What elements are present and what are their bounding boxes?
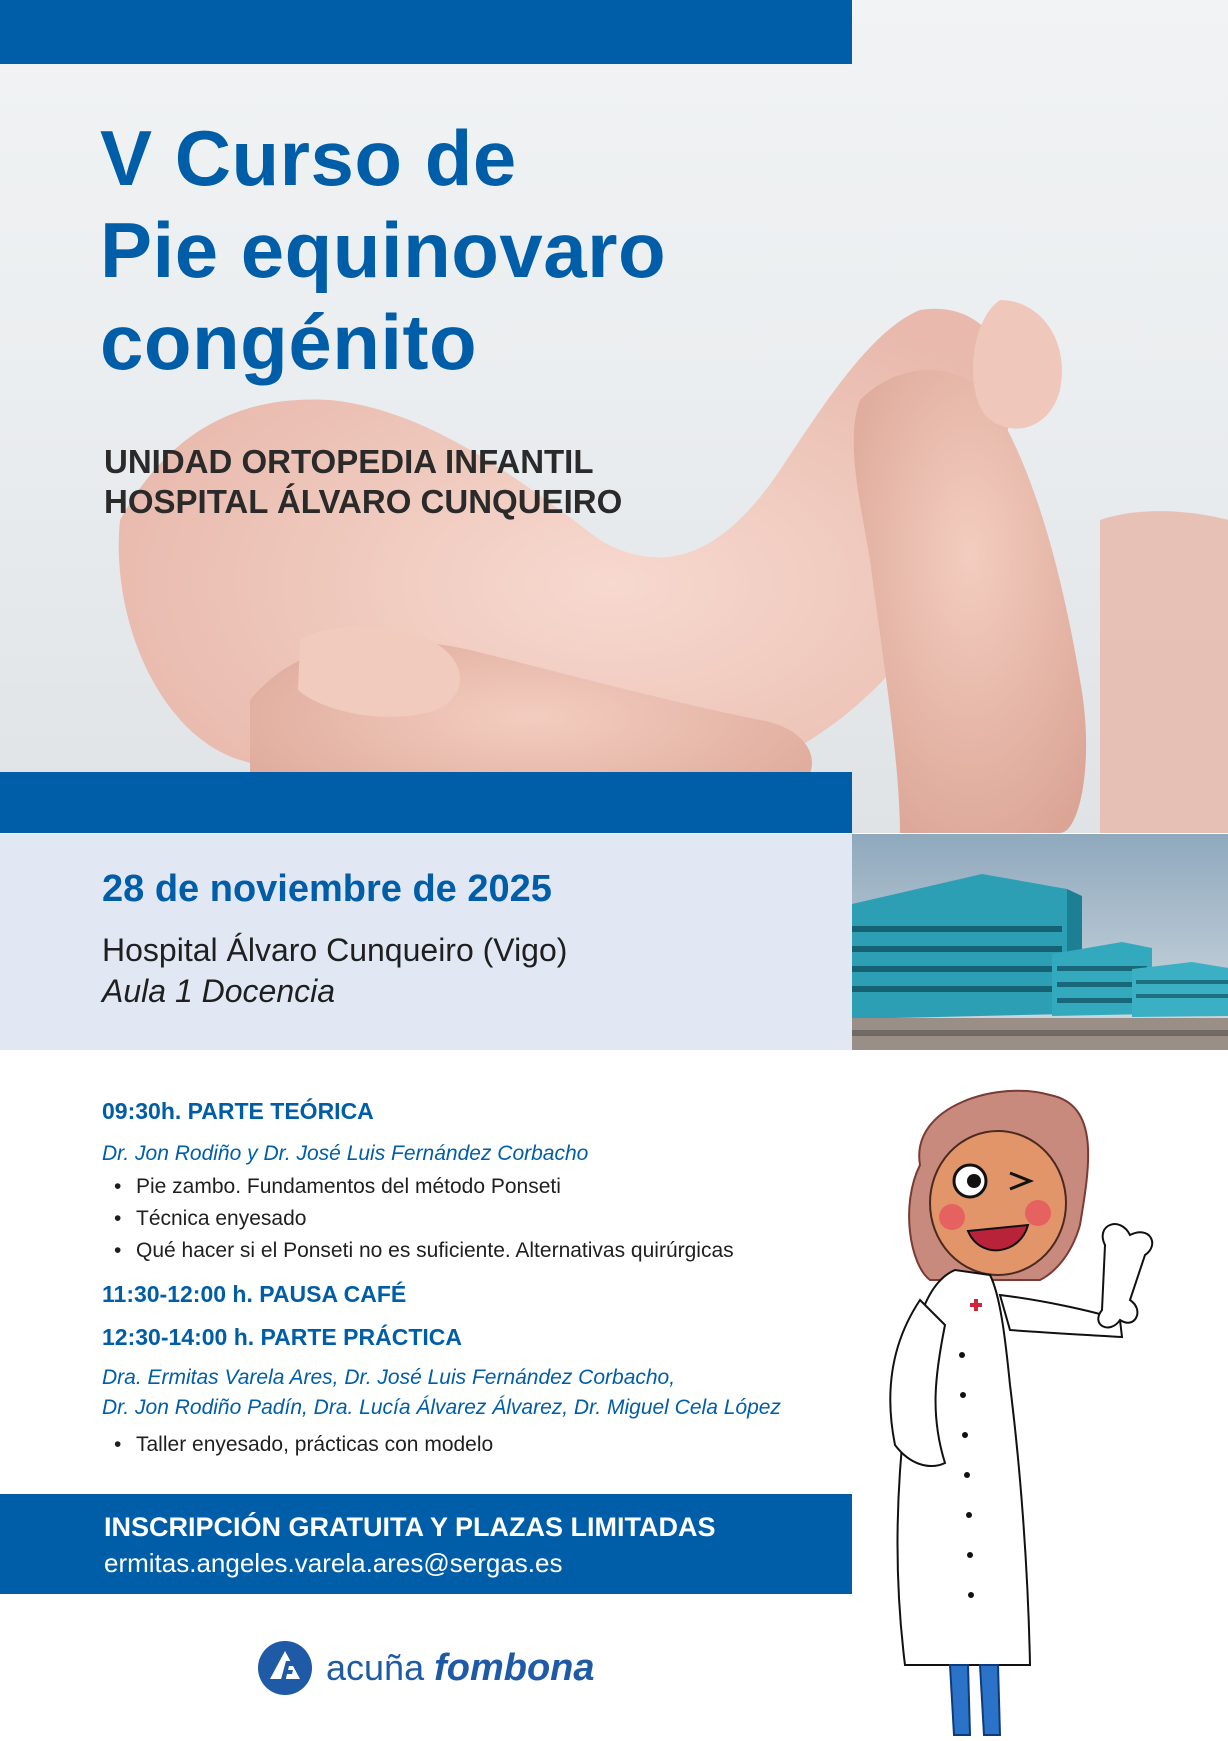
registration-title: INSCRIPCIÓN GRATUITA Y PLAZAS LIMITADAS xyxy=(104,1512,716,1542)
sponsor-name-part1: acuña xyxy=(326,1647,425,1688)
program-slot-break: 11:30-12:00 h. PAUSA CAFÉ xyxy=(102,1281,407,1307)
mid-accent-bar xyxy=(0,772,852,833)
event-date: 28 de noviembre de 2025 xyxy=(102,868,552,910)
practice-speakers-line: Dra. Ermitas Varela Ares, Dr. José Luis Fernández Corbacho, xyxy=(102,1366,676,1389)
theory-topics xyxy=(102,1171,862,1267)
list-item: • Técnica enyesado xyxy=(102,1203,862,1235)
event-room: Aula 1 Docencia xyxy=(102,973,336,1009)
title-line: V Curso de xyxy=(100,114,517,202)
list-item: • Taller enyesado, prácticas con modelo xyxy=(102,1429,862,1461)
child-drawing-doctor-illustration xyxy=(850,1085,1228,1741)
title-line: congénito xyxy=(100,298,478,386)
hospital-building-photo xyxy=(852,834,1228,1050)
program-slot-practice: 12:30-14:00 h. PARTE PRÁCTICA xyxy=(102,1324,462,1350)
registration-email[interactable]: ermitas.angeles.varela.ares@sergas.es xyxy=(104,1548,563,1578)
top-accent-bar xyxy=(0,0,852,64)
event-venue: Hospital Álvaro Cunqueiro (Vigo) xyxy=(102,932,568,968)
hero-section xyxy=(0,0,1228,833)
course-program xyxy=(102,1098,862,1461)
registration-band xyxy=(0,1494,852,1594)
list-item: • Pie zambo. Fundamentos del método Ponseti xyxy=(102,1171,862,1203)
theory-speakers: Dr. Jon Rodiño y Dr. José Luis Fernández Corbacho xyxy=(102,1142,589,1165)
course-title xyxy=(100,112,666,388)
list-item: • Qué hacer si el Ponseti no es suficiente. Alternativas quirúrgicas xyxy=(102,1235,862,1267)
sponsor-name-part2: fombona xyxy=(434,1646,595,1689)
practice-speakers-line: Dr. Jon Rodiño Padín, Dra. Lucía Álvarez Álvarez, Dr. Miguel Cela López xyxy=(102,1396,781,1419)
acuna-fombona-logo-icon xyxy=(256,1639,314,1697)
organizer-subtitle xyxy=(104,442,622,522)
program-slot-theory: 09:30h. PARTE TEÓRICA xyxy=(102,1098,374,1124)
subtitle-line: UNIDAD ORTOPEDIA INFANTIL xyxy=(104,443,594,480)
practice-topics xyxy=(102,1429,862,1461)
subtitle-line: HOSPITAL ÁLVARO CUNQUEIRO xyxy=(104,483,623,520)
sponsor-logo xyxy=(256,1636,595,1700)
title-line: Pie equinovaro xyxy=(100,206,667,294)
